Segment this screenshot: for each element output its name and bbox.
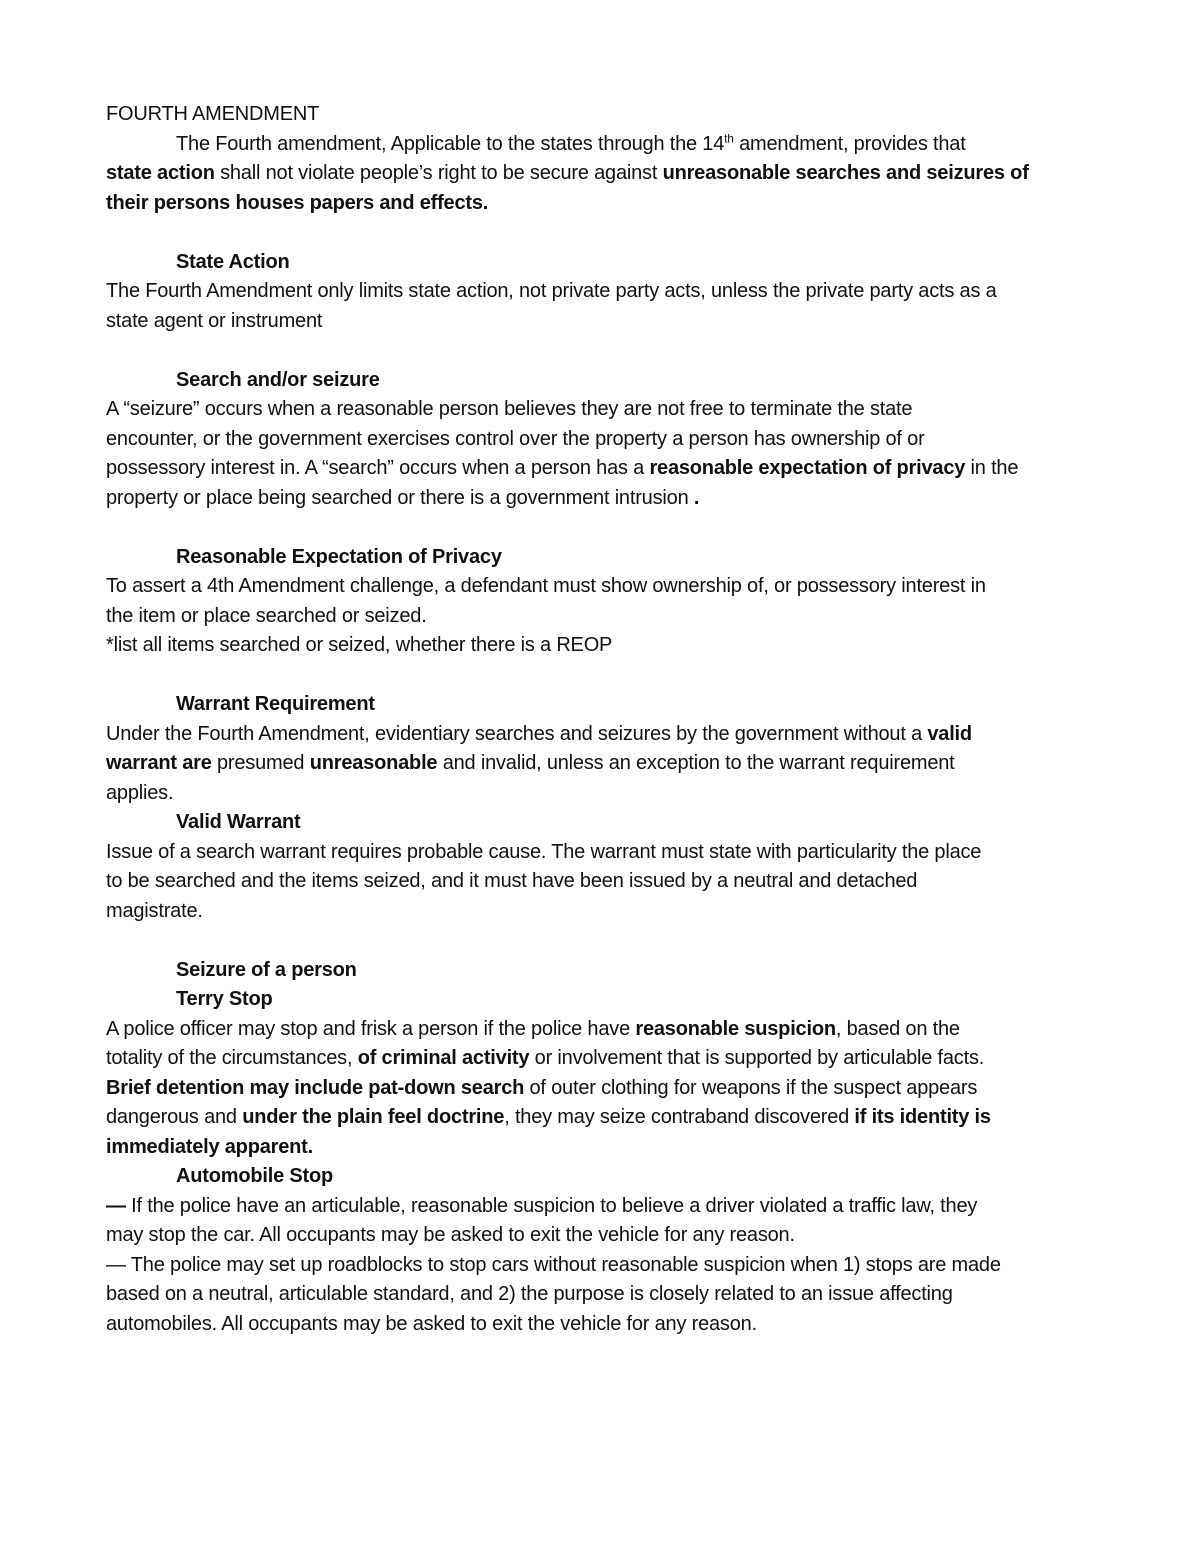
spacer — [106, 661, 1096, 691]
state-action-line-1: The Fourth Amendment only limits state action, not private party acts, unless the private party acts as a — [106, 280, 997, 302]
heading-valid-warrant: Valid Warrant — [176, 811, 301, 833]
document-title: FOURTH AMENDMENT — [106, 103, 320, 125]
heading-search-seizure: Search and/or seizure — [176, 368, 380, 391]
heading-seizure-person: Seizure of a person — [176, 958, 357, 981]
search-seizure-line-1: A “seizure” occurs when a reasonable person believes they are not free to terminate the state — [106, 398, 913, 420]
heading-terry-stop: Terry Stop — [176, 988, 273, 1010]
heading-warrant-requirement: Warrant Requirement — [176, 693, 375, 715]
auto-line-5: automobiles. All occupants may be asked to exit the vehicle for any reason. — [106, 1312, 757, 1335]
search-seizure-line-4: property or place being searched or there is a government intrusion . — [106, 486, 700, 509]
auto-line-4: based on a neutral, articulable standard, and 2) the purpose is closely related to an issue affecting — [106, 1283, 953, 1305]
spacer — [106, 218, 1096, 248]
valid-warrant-line-1: Issue of a search warrant requires probable cause. The warrant must state with particularity the place — [106, 840, 982, 863]
warrant-req-line-1: Under the Fourth Amendment, evidentiary searches and seizures by the government without a valid — [106, 722, 972, 745]
terry-line-5: immediately apparent. — [106, 1135, 313, 1158]
valid-warrant-line-2: to be searched and the items seized, and it must have been issued by a neutral and detached — [106, 870, 918, 892]
spacer — [106, 513, 1096, 543]
terry-line-3: Brief detention may include pat-down search of outer clothing for weapons if the suspect appears — [106, 1076, 978, 1099]
auto-line-1: — If the police have an articulable, reasonable suspicion to believe a driver violated a traffic law, they — [106, 1194, 978, 1217]
heading-reop: Reasonable Expectation of Privacy — [176, 545, 502, 568]
spacer — [106, 926, 1096, 956]
reop-line-2: the item or place searched or seized. — [106, 604, 427, 627]
warrant-req-line-3: applies. — [106, 781, 174, 804]
search-seizure-line-3: possessory interest in. A “search” occurs when a person has a reasonable expectation of privacy in the — [106, 457, 1019, 479]
document-page — [106, 100, 1096, 1339]
intro-line-3: their persons houses papers and effects. — [106, 191, 489, 214]
auto-line-3: — The police may set up roadblocks to stop cars without reasonable suspicion when 1) stops are made — [106, 1253, 1001, 1276]
terry-line-1: A police officer may stop and frisk a person if the police have reasonable suspicion, based on the — [106, 1017, 960, 1040]
search-seizure-line-2: encounter, or the government exercises control over the property a person has ownership of or — [106, 427, 925, 450]
terry-line-4: dangerous and under the plain feel doctrine, they may seize contraband discovered if its identity is — [106, 1106, 991, 1128]
intro-line-2: state action shall not violate people’s right to be secure against unreasonable searches and seizures of — [106, 162, 1029, 184]
valid-warrant-line-3: magistrate. — [106, 899, 203, 922]
auto-line-2: may stop the car. All occupants may be asked to exit the vehicle for any reason. — [106, 1224, 795, 1246]
heading-state-action: State Action — [176, 250, 290, 273]
spacer — [106, 336, 1096, 366]
state-action-line-2: state agent or instrument — [106, 309, 323, 332]
heading-automobile-stop: Automobile Stop — [176, 1165, 333, 1187]
terry-line-2: totality of the circumstances, of criminal activity or involvement that is supported by articulable facts. — [106, 1047, 985, 1069]
reop-line-1: To assert a 4th Amendment challenge, a defendant must show ownership of, or possessory interest in — [106, 575, 986, 597]
intro-line-1: The Fourth amendment, Applicable to the states through the 14th amendment, provides that — [176, 130, 966, 155]
reop-line-3: *list all items searched or seized, whether there is a REOP — [106, 634, 613, 656]
warrant-req-line-2: warrant are presumed unreasonable and invalid, unless an exception to the warrant requirement — [106, 752, 955, 774]
